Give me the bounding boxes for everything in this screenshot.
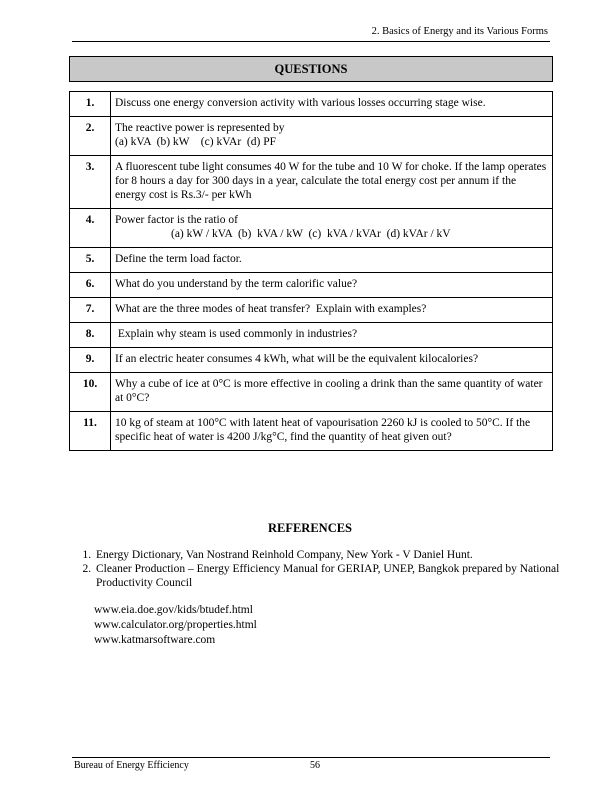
question-row <box>70 156 553 209</box>
question-row <box>70 117 553 156</box>
header-divider <box>72 41 550 42</box>
answer-options: (a) kW / kVA (b) kVA / kW (c) kVA / kVAr (d) kVAr / kV <box>171 228 451 240</box>
question-number: 1. <box>70 92 111 117</box>
references-list <box>76 548 564 590</box>
question-text: 10 kg of steam at 100°C with latent heat of vapourisation 2260 kJ is cooled to 50°C. If the specific heat of water is 4200 J/kg°C, find the quantity of heat given out? <box>111 412 553 451</box>
references-heading: REFERENCES <box>267 521 353 535</box>
question-number: 2. <box>70 117 111 156</box>
question-text: If an electric heater consumes 4 kWh, what will be the equivalent kilocalories? <box>111 348 553 373</box>
question-text: Define the term load factor. <box>111 248 553 273</box>
questions-table <box>69 91 553 451</box>
footer-divider <box>72 757 550 758</box>
question-text: The reactive power is represented by (a) kVA (b) kW (c) kVAr (d) PF <box>111 117 553 156</box>
question-number: 7. <box>70 298 111 323</box>
reference-link[interactable]: www.eia.doe.gov/kids/btudef.html <box>94 604 253 616</box>
footer-organization: Bureau of Energy Efficiency <box>74 760 189 771</box>
reference-item: 2. Cleaner Production – Energy Efficiency Manual for GERIAP, UNEP, Bangkok prepared by National Productivity Council <box>94 562 564 590</box>
question-number: 3. <box>70 156 111 209</box>
question-row <box>70 412 553 451</box>
question-text: Explain why steam is used commonly in industries? <box>111 323 553 348</box>
question-row <box>70 323 553 348</box>
question-number: 9. <box>70 348 111 373</box>
question-text: What are the three modes of heat transfer? Explain with examples? <box>111 298 553 323</box>
question-text: Why a cube of ice at 0°C is more effective in cooling a drink than the same quantity of water at 0°C? <box>111 373 553 412</box>
question-number: 11. <box>70 412 111 451</box>
question-row <box>70 92 553 117</box>
reference-item: 1. Energy Dictionary, Van Nostrand Reinhold Company, New York - V Daniel Hunt. <box>94 548 564 562</box>
chapter-header: 2. Basics of Energy and its Various Forms <box>371 26 548 37</box>
page-number: 56 <box>310 760 320 771</box>
question-number: 10. <box>70 373 111 412</box>
answer-options: (a) kVA (b) kW (c) kVAr (d) PF <box>115 136 276 148</box>
reference-link[interactable]: www.katmarsoftware.com <box>94 634 216 646</box>
questions-heading: QUESTIONS <box>69 56 553 82</box>
reference-links <box>94 603 257 648</box>
question-row <box>70 209 553 248</box>
question-number: 8. <box>70 323 111 348</box>
question-number: 6. <box>70 273 111 298</box>
question-text: What do you understand by the term calorific value? <box>111 273 553 298</box>
question-text: A fluorescent tube light consumes 40 W for the tube and 10 W for choke. If the lamp operates for 8 hours a day for 300 days in a year, calculate the total energy cost per annum if the energy cost is Rs.3/- per kWh <box>111 156 553 209</box>
question-number: 4. <box>70 209 111 248</box>
question-row <box>70 348 553 373</box>
question-text: Power factor is the ratio of (a) kW / kVA (b) kVA / kW (c) kVA / kVAr (d) kVAr / kV <box>111 209 553 248</box>
question-row <box>70 273 553 298</box>
reference-link[interactable]: www.calculator.org/properties.html <box>94 619 257 631</box>
question-row <box>70 373 553 412</box>
question-row <box>70 298 553 323</box>
question-row <box>70 248 553 273</box>
question-number: 5. <box>70 248 111 273</box>
question-text: Discuss one energy conversion activity with various losses occurring stage wise. <box>111 92 553 117</box>
